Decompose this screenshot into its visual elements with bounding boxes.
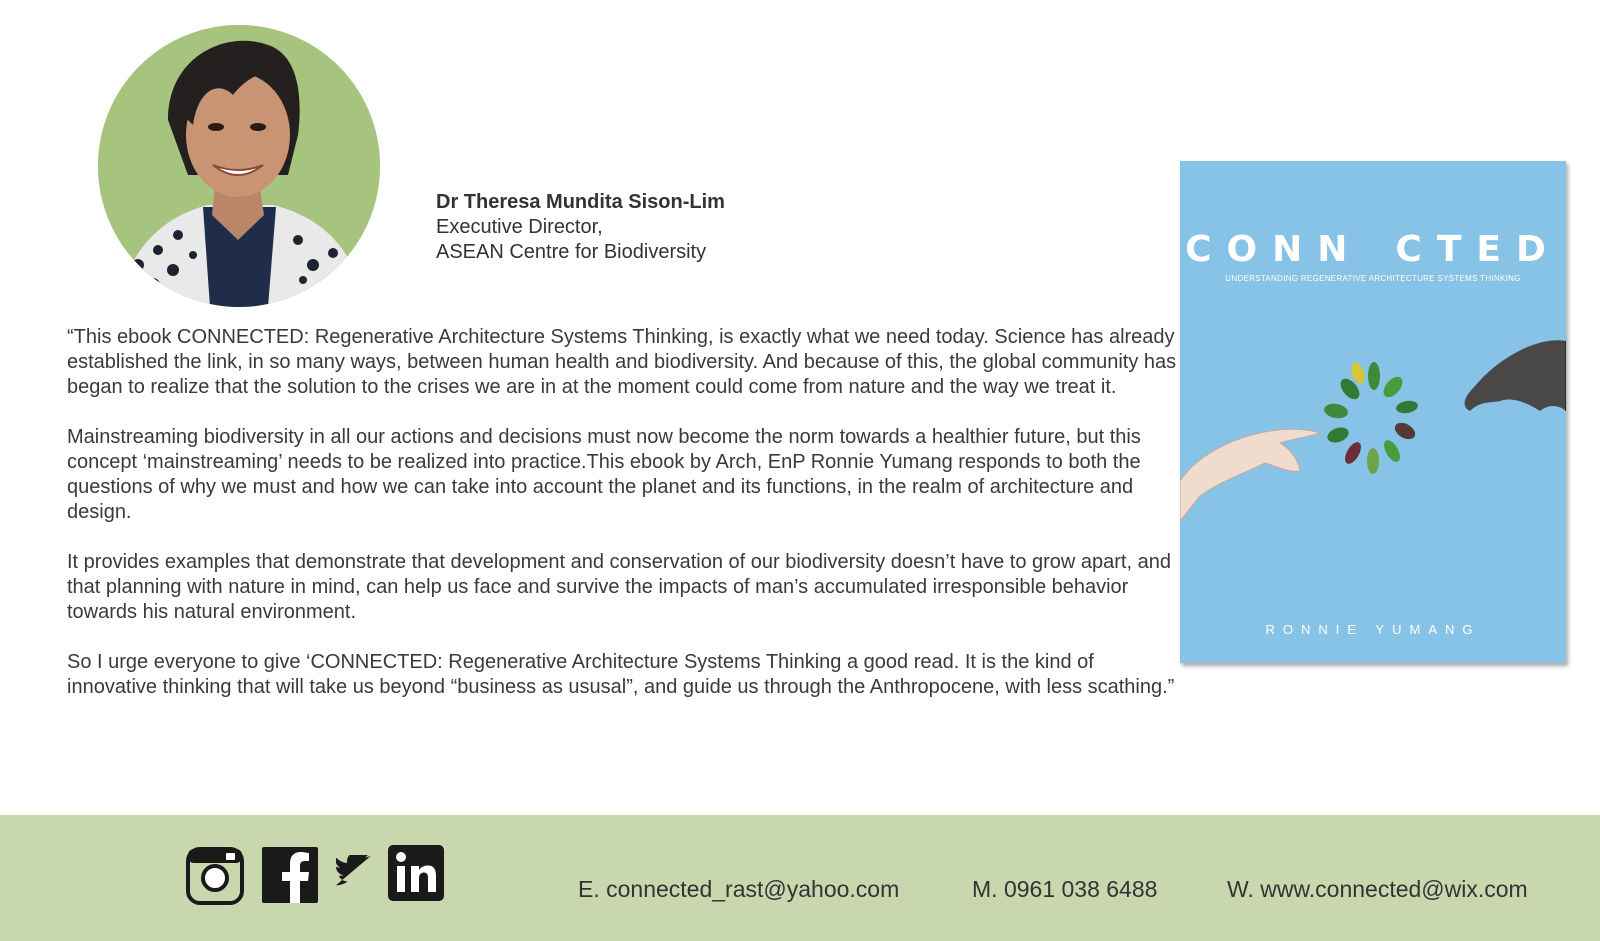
twitter-icon[interactable] — [336, 855, 372, 887]
instagram-icon[interactable] — [186, 847, 244, 905]
quote-paragraph: “This ebook CONNECTED: Regenerative Architecture Systems Thinking, is exactly what we need today. Science has already established the link, in so many ways, between human health and biodiversity. And because of this, the global community has began to realize that the solution to the crises we are in at the moment could come from nature and the way we treat it. — [67, 326, 1177, 398]
person-name: Dr Theresa Mundita Sison-Lim — [436, 191, 725, 213]
person-organization: ASEAN Centre for Biodiversity — [436, 241, 707, 263]
quote-paragraph: Mainstreaming biodiversity in all our actions and decisions must now become the norm towards a healthier future, but this concept ‘mainstreaming’ needs to be realized into practice.This ebook by Arch, EnP Ronnie Yumang responds to both the questions of why we must and how we can take into account the planet and its functions, in the realm of architecture and design. — [67, 426, 1141, 523]
book-cover — [1180, 161, 1566, 663]
person-info — [436, 190, 725, 265]
book-title: CONN CTED — [1185, 229, 1561, 270]
contact-email[interactable]: E. connected_rast@yahoo.com — [578, 876, 900, 902]
linkedin-icon[interactable] — [388, 845, 444, 901]
contact-website[interactable]: W. www.connected@wix.com — [1227, 876, 1528, 902]
portrait-image — [98, 25, 380, 307]
contact-mobile[interactable]: M. 0961 038 6488 — [972, 876, 1158, 902]
profile-portrait — [98, 25, 380, 307]
book-subtitle: UNDERSTANDING REGENERATIVE ARCHITECTURE SYSTEMS THINKING — [1225, 274, 1521, 283]
quote-paragraph: So I urge everyone to give ‘CONNECTED: Regenerative Architecture Systems Thinking a good read. It is the kind of innovative thinking that will take us beyond “business as ususal”, and guide us through the Anthropocene, with less scathing.” — [67, 651, 1175, 698]
quote-paragraph: It provides examples that demonstrate that development and conservation of our biodiversity doesn’t have to grow apart, and that planning with nature in mind, can help us face and survive the impacts of man’s accumulated irresponsible behavior towards his natural environment. — [67, 551, 1171, 623]
book-cover-illustration — [1180, 331, 1566, 531]
facebook-icon[interactable] — [262, 847, 318, 903]
testimonial-quote — [67, 325, 1177, 725]
footer-bar — [0, 815, 1600, 941]
person-title: Executive Director, — [436, 216, 603, 238]
book-author: RONNIE YUMANG — [1265, 622, 1481, 637]
